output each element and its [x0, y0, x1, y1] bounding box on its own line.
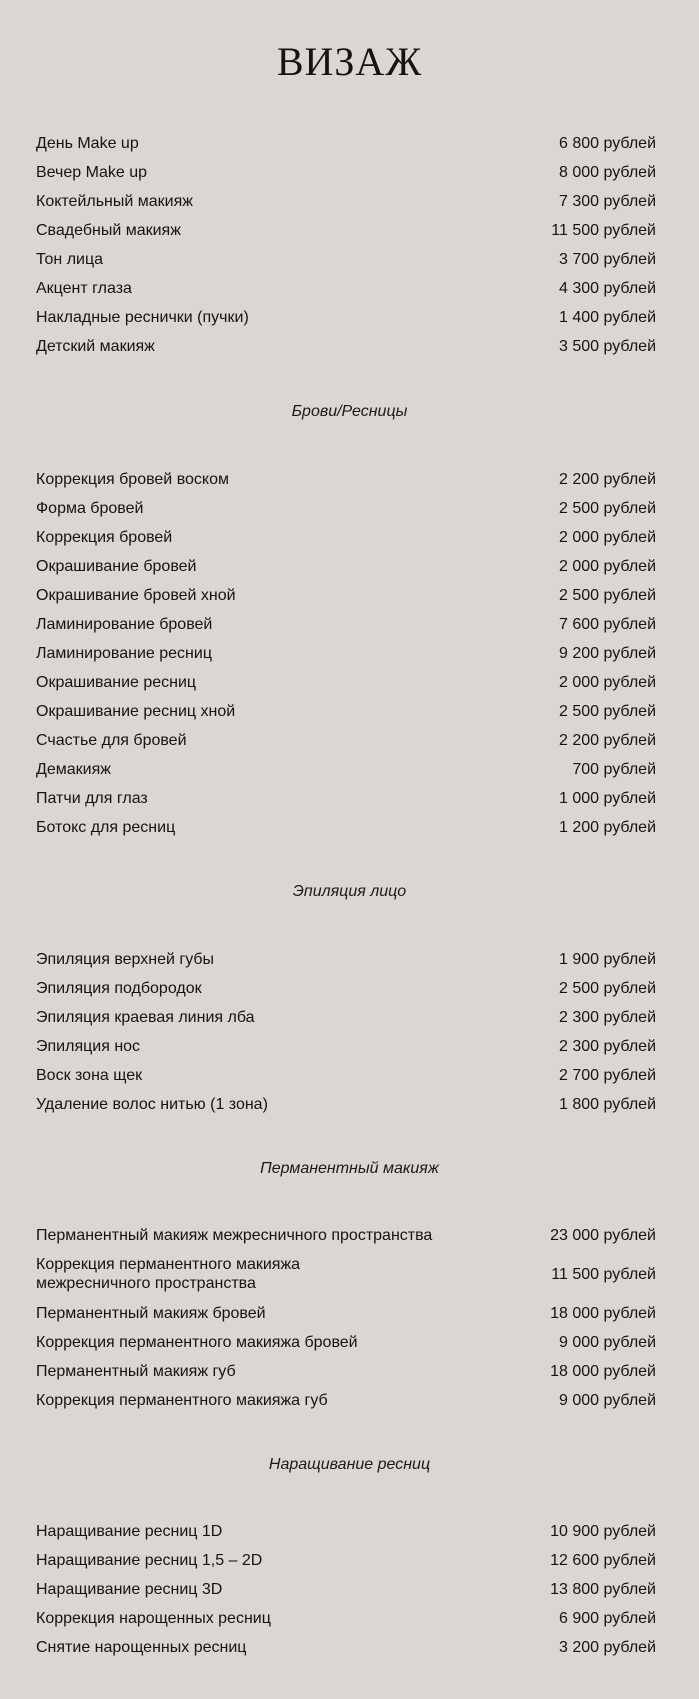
list-item: [36, 818, 656, 837]
service-price: 1 200 рублей: [559, 819, 656, 836]
service-price: 6 800 рублей: [559, 135, 656, 152]
service-name: Коррекция перманентного макияжа губ: [36, 1392, 328, 1409]
service-name: Наращивание ресниц 3D: [36, 1581, 223, 1598]
list-item: [36, 1304, 656, 1323]
list-item: [36, 163, 656, 182]
service-price: 9 000 рублей: [559, 1392, 656, 1409]
service-name: Ламинирование ресниц: [36, 645, 212, 662]
service-name: Эпиляция подбородок: [36, 980, 202, 997]
service-name: Тон лица: [36, 251, 104, 268]
list-item: [36, 557, 656, 576]
service-price: 10 900 рублей: [550, 1523, 656, 1540]
list-item: [36, 134, 656, 153]
service-name: Детский макияж: [36, 338, 155, 355]
list-item: [36, 979, 656, 998]
list-item: [36, 644, 656, 663]
service-name: Коррекция перманентного макияжа бровей: [36, 1334, 358, 1351]
list-item: [36, 1551, 656, 1570]
service-name: Воск зона щек: [36, 1067, 143, 1084]
list-item: [36, 950, 656, 969]
service-name: Демакияж: [36, 761, 111, 778]
list-item: [36, 221, 656, 240]
service-price: 6 900 рублей: [559, 1610, 656, 1627]
service-price: 3 200 рублей: [559, 1639, 656, 1656]
service-name: Счастье для бровей: [36, 732, 187, 749]
list-item: [36, 1580, 656, 1599]
service-name: Перманентный макияж губ: [36, 1363, 236, 1380]
service-name: Окрашивание бровей хной: [36, 587, 236, 604]
list-item: [36, 731, 656, 750]
list-item: [36, 1522, 656, 1541]
service-name: Перманентный макияж межресничного пространства: [36, 1227, 433, 1244]
service-name: Окрашивание ресниц: [36, 674, 197, 691]
list-item: [36, 1255, 656, 1293]
service-name: Коррекция бровей: [36, 529, 173, 546]
service-price: 700 рублей: [572, 761, 656, 778]
service-name: Коктейльный макияж: [36, 193, 193, 210]
service-name: Коррекция перманентного макияжа межресничного пространства: [36, 1256, 301, 1292]
list-item: [36, 615, 656, 634]
service-name: День Make up: [36, 135, 139, 152]
service-name: Форма бровей: [36, 500, 144, 517]
service-price: 9 000 рублей: [559, 1334, 656, 1351]
service-price: 2 000 рублей: [559, 529, 656, 546]
service-name: Эпиляция верхней губы: [36, 951, 215, 968]
service-price: 12 600 рублей: [550, 1552, 656, 1569]
service-name: Коррекция бровей воском: [36, 471, 229, 488]
service-name: Акцент глаза: [36, 280, 132, 297]
service-name: Наращивание ресниц 1D: [36, 1523, 223, 1540]
service-price: 2 500 рублей: [559, 980, 656, 997]
service-price: 2 500 рублей: [559, 703, 656, 720]
list-item: [36, 499, 656, 518]
section-heading: Эпиляция лицо: [292, 883, 407, 900]
service-price: 23 000 рублей: [550, 1227, 656, 1244]
page-title: ВИЗАЖ: [276, 39, 423, 84]
list-item: [36, 192, 656, 211]
service-name: Ботокс для ресниц: [36, 819, 176, 836]
list-item: [36, 528, 656, 547]
list-item: [36, 250, 656, 269]
service-price: 13 800 рублей: [550, 1581, 656, 1598]
service-name: Вечер Make up: [36, 164, 147, 181]
service-price: 2 500 рублей: [559, 500, 656, 517]
service-price: 3 500 рублей: [559, 338, 656, 355]
service-price: 7 600 рублей: [559, 616, 656, 633]
service-name: Накладные реснички (пучки): [36, 309, 249, 326]
section-heading: Брови/Ресницы: [291, 403, 408, 420]
service-name: Патчи для глаз: [36, 790, 148, 807]
service-price: 11 500 рублей: [551, 222, 656, 239]
list-item: [36, 279, 656, 298]
service-name: Эпиляция краевая линия лба: [36, 1009, 255, 1026]
service-price: 2 500 рублей: [559, 587, 656, 604]
service-name: Эпиляция нос: [36, 1038, 141, 1055]
service-name: Окрашивание ресниц хной: [36, 703, 236, 720]
list-item: [36, 470, 656, 489]
service-name: Удаление волос нитью (1 зона): [36, 1096, 268, 1113]
list-item: [36, 1609, 656, 1628]
service-price: 1 900 рублей: [559, 951, 656, 968]
list-item: [36, 1095, 656, 1114]
list-item: [36, 789, 656, 808]
section-heading: Наращивание ресниц: [268, 1456, 431, 1473]
service-name: Перманентный макияж бровей: [36, 1305, 266, 1322]
service-name: Свадебный макияж: [36, 222, 181, 239]
service-price: 18 000 рублей: [550, 1305, 656, 1322]
service-price: 2 300 рублей: [559, 1038, 656, 1055]
list-item: [36, 1391, 656, 1410]
service-price: 8 000 рублей: [559, 164, 656, 181]
list-item: [36, 1037, 656, 1056]
list-item: [36, 673, 656, 692]
service-price: 4 300 рублей: [559, 280, 656, 297]
service-price: 2 000 рублей: [559, 674, 656, 691]
service-price: 11 500 рублей: [551, 1265, 656, 1283]
list-item: [36, 586, 656, 605]
list-item: [36, 337, 656, 356]
list-item: [36, 702, 656, 721]
service-name: Наращивание ресниц 1,5 – 2D: [36, 1552, 263, 1569]
list-item: [36, 1008, 656, 1027]
list-item: [36, 1333, 656, 1352]
service-price: 18 000 рублей: [550, 1363, 656, 1380]
service-price: 2 300 рублей: [559, 1009, 656, 1026]
list-item: [36, 760, 656, 779]
list-item: [36, 1226, 656, 1245]
list-item: [36, 1066, 656, 1085]
service-price: 1 400 рублей: [559, 309, 656, 326]
service-price: 1 000 рублей: [559, 790, 656, 807]
service-price: 7 300 рублей: [559, 193, 656, 210]
list-item: [36, 1638, 656, 1657]
list-item: [36, 1362, 656, 1381]
service-name: Окрашивание бровей: [36, 558, 197, 575]
service-price: 1 800 рублей: [559, 1096, 656, 1113]
service-name: Снятие нарощенных ресниц: [36, 1639, 247, 1656]
service-price: 2 700 рублей: [559, 1067, 656, 1084]
service-name: Ламинирование бровей: [36, 616, 213, 633]
service-price: 9 200 рублей: [559, 645, 656, 662]
service-name: Коррекция нарощенных ресниц: [36, 1610, 271, 1627]
service-price: 2 200 рублей: [559, 471, 656, 488]
list-item: [36, 308, 656, 327]
service-price: 2 000 рублей: [559, 558, 656, 575]
service-price: 2 200 рублей: [559, 732, 656, 749]
section-heading: Перманентный макияж: [260, 1160, 439, 1177]
service-price: 3 700 рублей: [559, 251, 656, 268]
